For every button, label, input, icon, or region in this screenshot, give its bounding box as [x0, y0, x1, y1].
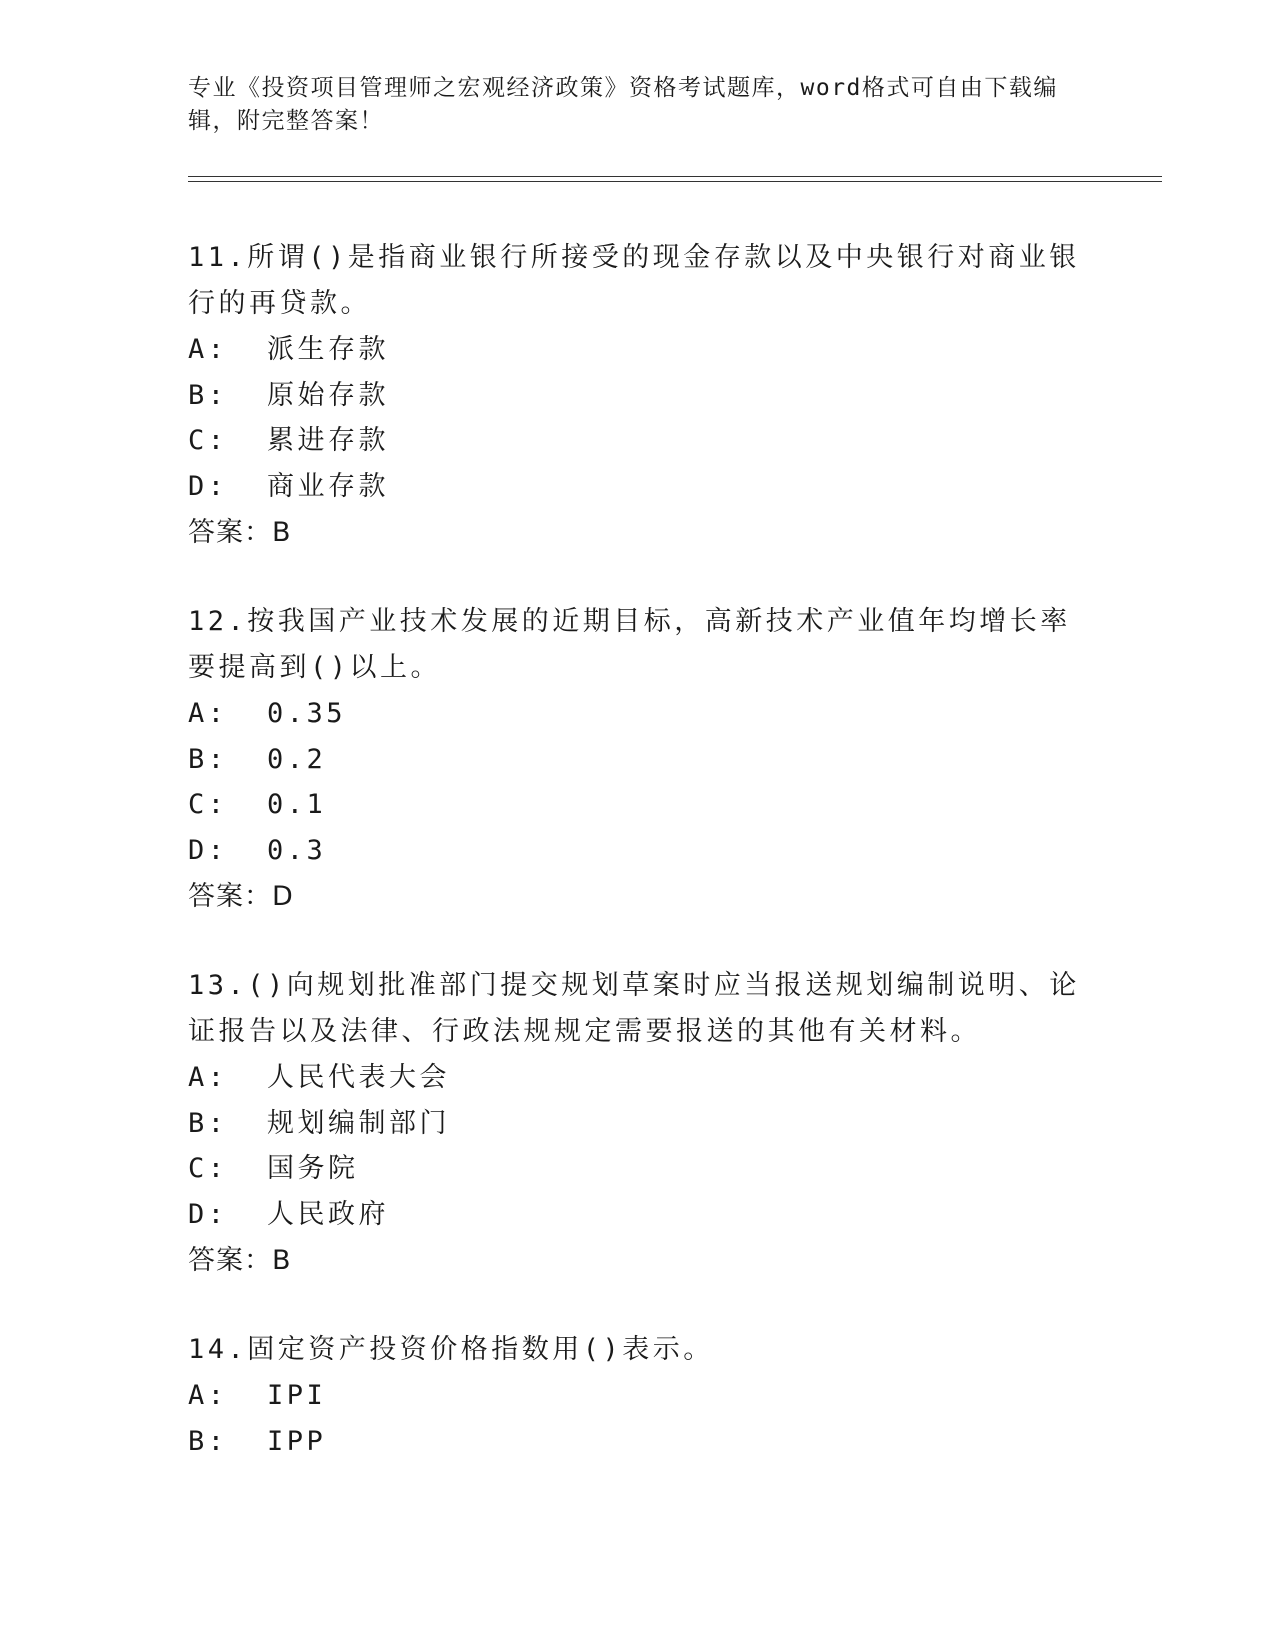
option-d: D: 商业存款: [188, 470, 390, 502]
answer: 答案：B: [188, 517, 292, 548]
option-c: C: 0.1: [188, 789, 327, 820]
option-c: C: 国务院: [188, 1153, 359, 1184]
option-a: A: 派生存款: [188, 334, 390, 365]
question-stem: 12.按我国产业技术发展的近期目标，高新技术产业值年均增长率要提高到()以上。: [188, 606, 1071, 683]
question-list: [188, 235, 1088, 1507]
question-stem: 11.所谓()是指商业银行所接受的现金存款以及中央银行对商业银行的再贷款。: [188, 242, 1080, 319]
answer: 答案：D: [188, 881, 294, 912]
option-b: B: 原始存款: [188, 379, 390, 411]
option-d: D: 人民政府: [188, 1198, 390, 1230]
option-c: C: 累进存款: [188, 425, 390, 456]
option-a: A: IPI: [188, 1380, 327, 1411]
answer: 答案：B: [188, 1245, 292, 1276]
question-14: [188, 1327, 1088, 1464]
question-stem: 13.()向规划批准部门提交规划草案时应当报送规划编制说明、论证报告以及法律、行政法规规定需要报送的其他有关材料。: [188, 970, 1080, 1047]
option-a: A: 人民代表大会: [188, 1062, 451, 1093]
question-13: [188, 963, 1088, 1284]
header-line-2: 辑，附完整答案！: [188, 108, 384, 134]
option-b: B: IPP: [188, 1425, 327, 1457]
question-11: [188, 235, 1088, 556]
option-b: B: 规划编制部门: [188, 1107, 451, 1139]
question-12: [188, 599, 1088, 920]
document-header: [188, 72, 1088, 138]
option-a: A: 0.35: [188, 698, 347, 729]
header-divider: [188, 176, 1162, 182]
option-d: D: 0.3: [188, 834, 327, 866]
question-stem: 14.固定资产投资价格指数用()表示。: [188, 1334, 714, 1365]
header-line-1: 专业《投资项目管理师之宏观经济政策》资格考试题库，word格式可自由下载编: [188, 75, 1058, 101]
option-b: B: 0.2: [188, 743, 327, 775]
